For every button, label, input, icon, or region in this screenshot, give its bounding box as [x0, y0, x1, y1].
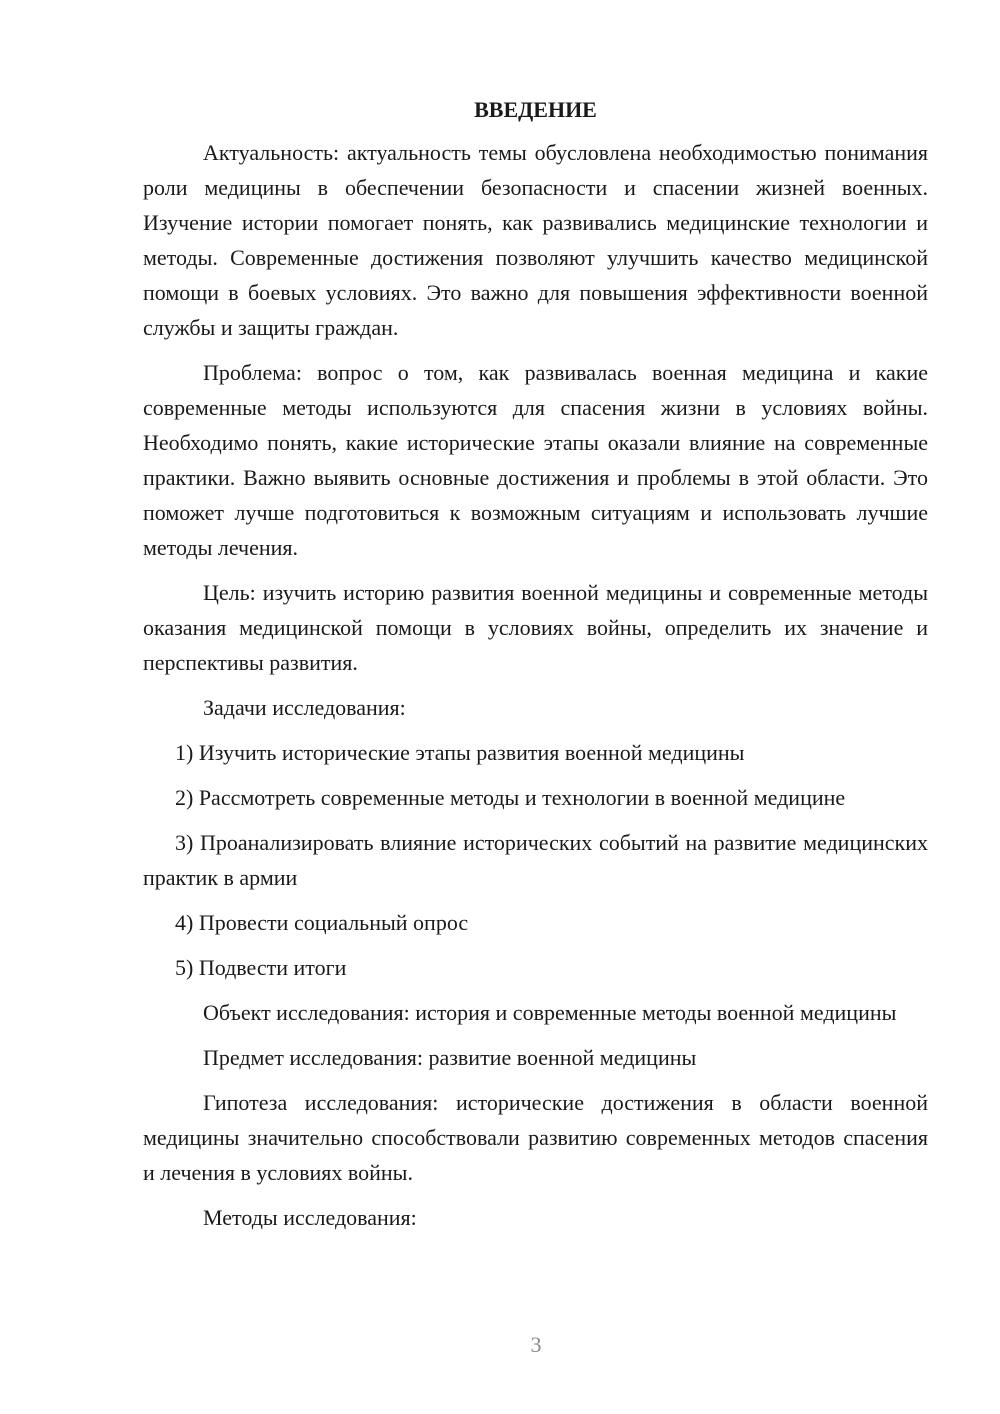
paragraph-subject: Предмет исследования: развитие военной медицины: [203, 1045, 697, 1070]
page-number: 3: [530, 1332, 542, 1357]
paragraph-goal: Цель: изучить историю развития военной медицины и современные методы оказания медицинской помощи в условиях войны, определить их значение и перспективы развития.: [143, 580, 928, 675]
paragraph-methods: Методы исследования:: [203, 1205, 417, 1230]
paragraph-object: Объект исследования: история и современные методы военной медицины: [203, 1000, 897, 1025]
paragraph-hypothesis: Гипотеза исследования: исторические достижения в области военной медицины значительно способствовали развитию современных методов спасения и лечения в условиях войны.: [143, 1090, 928, 1185]
tasks-heading: Задачи исследования:: [203, 695, 406, 720]
task-item-3: 3) Проанализировать влияние исторических событий на развитие медицинских практик в армии: [143, 830, 928, 890]
paragraph-problem: Проблема: вопрос о том, как развивалась военная медицина и какие современные методы используются для спасения жизни в условиях войны. Необходимо понять, какие исторические этапы оказали влияние на современные практики. Важно выявить основные достижения и проблемы в этой области. Это поможет лучше подготовиться к возможным ситуациям и использовать лучшие методы лечения.: [143, 360, 928, 560]
task-item-2: 2) Рассмотреть современные методы и технологии в военной медицине: [175, 785, 846, 810]
paragraph-relevance: Актуальность: актуальность темы обусловлена необходимостью понимания роли медицины в обеспечении безопасности и спасении жизней военных. Изучение истории помогает понять, как развивались медицинские технологии и методы. Современные достижения позволяют улучшить качество медицинской помощи в боевых условиях. Это важно для повышения эффективности военной службы и защиты граждан.: [143, 140, 928, 340]
task-item-5: 5) Подвести итоги: [175, 955, 347, 980]
task-item-1: 1) Изучить исторические этапы развития военной медицины: [175, 740, 745, 765]
section-title: ВВЕДЕНИЕ: [474, 97, 597, 122]
task-item-4: 4) Провести социальный опрос: [175, 910, 469, 935]
document-page: [143, 93, 928, 1245]
